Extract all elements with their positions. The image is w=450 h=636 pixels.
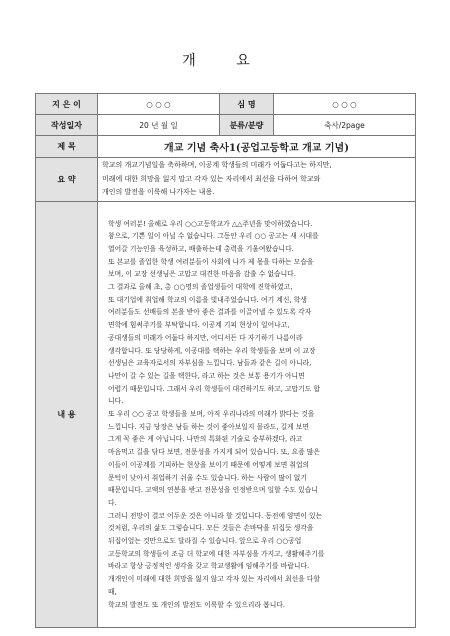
summary-label: 요 약 [36,158,98,202]
content-line: 뒤집어엎는 것만으로도 달라질 수 있습니다. 앞으로 우리 ○○공업 [108,537,302,546]
content-line: 또 본교를 졸업한 학생 여러분들이 사회에 나가 제 몫을 다하는 모습을 [108,257,314,266]
summary-line: 학교의 개교기념일을 축하하며, 이공계 학생들의 미래가 어둡다고는 하지만, [102,161,332,169]
content-label: 내 용 [36,201,98,627]
content-line: 바라고 항상 긍정적인 생각을 갖고 학교생활에 임해주기를 바랍니다. [108,562,310,571]
content-line: 고등학교의 학생들이 조금 더 학교에 대한 자부심을 가지고, 생활해주기를 [108,549,325,558]
content-line: 것처럼, 우리의 삶도 그렇습니다. 모든 것들은 손바닥을 뒤집듯 생각을 [108,524,314,533]
content-line: 생각합니다. 또 당당하게, 이공대를 택하는 우리 학생들을 보며 이 교장 [108,346,316,355]
content-line: 때, [108,587,117,596]
content-line: 문턱이 낮아서 취업하기 쉬울 수도 있습니다. 하는 사람이 많이 없기 [108,473,307,482]
content-line: 느낍니다. 지금 당장은 남들 하는 것이 좋아보일지 몰라도, 길게 보면 [108,422,310,431]
content-row [36,201,416,627]
content-line: 나만이 갈 수 있는 길을 택한다, 라고 하는 것은 보통 용기가 아니면 [108,371,305,380]
content-line: 때문입니다. 고액의 연봉을 받고 전문성을 인정받으며 일할 수도 있습니 [108,486,318,495]
content-line: 그게 꼭 좋은 게 아닙니다. 나만의 특화된 기술로 승부하겠다, 라고 [108,435,303,444]
content-line: 마음먹고 길을 닦다 보면, 전문성을 가지게 되어 있습니다. 또, 요즘 많은 [108,448,320,457]
content-line: 또 우리 ○○ 공고 학생들을 보며, 아직 우리나라의 미래가 밝다는 것을 [108,410,315,419]
author-label: 지 은 이 [36,94,98,115]
subject-value: 개교 기념 축사1(공업고등학교 개교 기념) [98,136,416,158]
content-line: 공대생들의 미래가 어둡다 하지만, 어디서든 다 자기하기 나름이라 [108,333,303,342]
content-line: 니다. [108,397,124,406]
subject-row [36,136,416,158]
content-line: 이들이 이공계를 기피하는 현상을 보이기 때문에 어떻게 보면 취업의 [108,460,310,469]
content-line: 그 결과로 올해 초, 총 ○○명의 졸업생들이 대학에 진학하였고, [108,283,293,292]
content-line: 학생 여러분! 올해로 우리 ○○고등학교가 △△주년을 맞이하였습니다. [108,219,313,228]
judge-label: 심 명 [220,94,274,115]
content-line: 다. [108,498,117,507]
category-value: 축사/2page [274,115,416,136]
content-line: 개개인이 미래에 대한 희망을 잃지 않고 각자 있는 자리에서 최선을 다할 [108,575,321,584]
overview-form-table [35,93,416,628]
page-title: 개 요 [182,53,268,69]
content-line: 보며, 이 교장 선생님은 고맙고 대견한 마음을 감출 수 없습니다. [108,270,296,279]
author-row [36,94,416,115]
summary-row [36,158,416,202]
content-line: 어렵기 때문입니다. 그래서 우리 학생들이 대견하기도 하고, 고맙기도 합 [108,384,321,393]
category-label: 분류/분량 [220,115,274,136]
content-line: 선생님은 교육자로서의 자부심을 느낍니다. 남들과 같은 길이 아니라, [108,359,312,368]
content-line: 면학에 힘써주기를 부탁합니다. 이공계 기피 현상이 일어나고, [108,321,290,330]
content-line: 참으로, 기쁜 일이 아닐 수 없습니다. 그동안 우리 ○○ 공고는 새 시대를 [108,232,319,241]
summary-line: 미래에 대한 희망을 잃지 말고 각자 있는 자리에서 최선을 다하여 학교와 [102,174,321,183]
summary-line: 개인의 발전을 이룩해 나가자는 내용. [102,188,215,196]
summary-text [98,158,416,202]
content-line: 그러니 전망이 결코 어두운 것은 아니라 할 것입니다. 동전에 양면이 있는 [108,511,323,520]
date-label: 작성일자 [36,115,98,136]
content-body [98,201,416,627]
content-line: 열어갈 기능인을 육성하고, 배출하는데 총력을 기울여왔습니다. [108,244,294,253]
date-value: 20 년 월 일 [98,115,220,136]
content-line: 학교의 발전도 또 개인의 발전도 이룩할 수 있으리라 봅니다. [108,600,286,609]
subject-label: 제 목 [36,136,98,158]
content-line: 또 대기업에 취업해 학교의 이름을 빛내주었습니다. 여기 계신, 학생 [108,295,307,304]
author-value: ○ ○ ○ [98,94,220,115]
content-line: 여러분들도 선배들의 본을 받아 좋은 결과를 이끌어낼 수 있도록 각자 [108,308,312,317]
judge-value: ○ ○ ○ [274,94,416,115]
date-row [36,115,416,136]
